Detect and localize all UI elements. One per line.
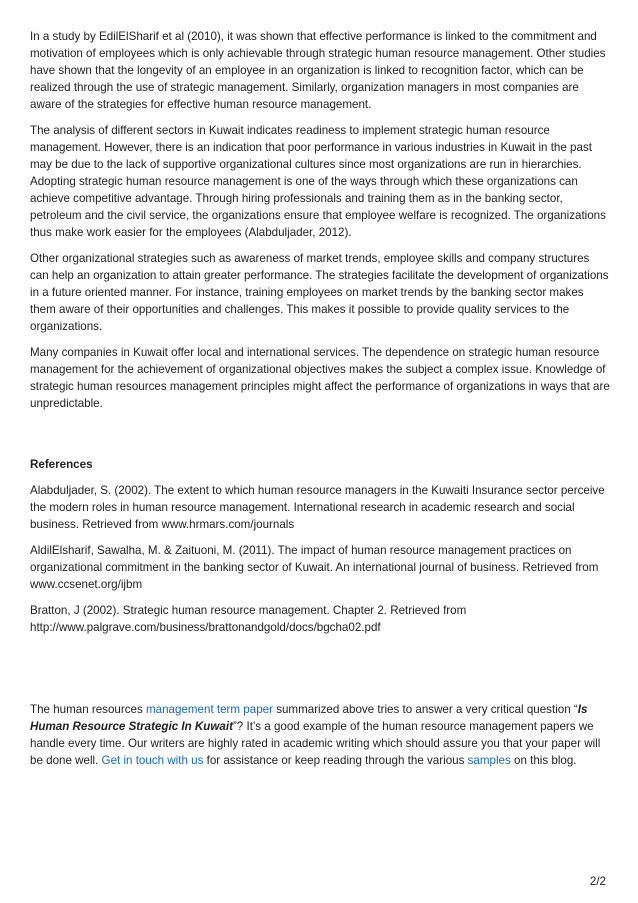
document-body <box>30 28 610 778</box>
references-heading: References <box>30 458 93 471</box>
closing-text: on this blog. <box>510 754 577 767</box>
management-term-paper-link[interactable]: management term paper <box>146 703 273 716</box>
reference-item: Alabduljader, S. (2002). The extent to which human resource managers in the Kuwaiti Insurance sector perceive the modern roles in human resource management. International research in academic research and social business. Retrieved from www.hrmars.com/journals <box>30 484 605 531</box>
reference-item: AldilElsharif, Sawalha, M. & Zaituoni, M. (2011). The impact of human resource management practices on organizational commitment in the banking sector of Kuwait. An international journal of business. Retrieved from www.ccsenet.org/ijbm <box>30 544 599 591</box>
closing-paragraph <box>30 701 610 769</box>
closing-text: for assistance or keep reading through the various <box>203 754 468 767</box>
closing-text: ”? It’s a good example of the human resource management papers we handle every time. Our writers are highly rated in academic writing which should assure you that your paper will be done well. <box>30 720 601 767</box>
paragraph: Many companies in Kuwait offer local and international services. The dependence on strategic human resource management for the achievement of organizational objectives makes the subject a complex issue. Knowledge of strategic human resources management principles might affect the performance of organizations in ways that are unpredictable. <box>30 346 610 410</box>
reference-item: Bratton, J (2002). Strategic human resource management. Chapter 2. Retrieved from http://www.palgrave.com/business/brattonandgold/docs/bgcha02.pdf <box>30 604 467 634</box>
samples-link[interactable]: samples <box>467 754 511 767</box>
page-number: 2/2 <box>589 875 606 888</box>
closing-text: The human resources <box>30 703 146 716</box>
closing-text: summarized above tries to answer a very critical question “ <box>272 703 578 716</box>
question-title: Is Human Resource Strategic In Kuwait <box>30 703 588 733</box>
paragraph: The analysis of different sectors in Kuwait indicates readiness to implement strategic human resource management. However, there is an indication that poor performance in various industries in Kuwait in the past may be due to the lack of supportive organizational cultures since most organizations are run in hierarchies. Adopting strategic human resource management is one of the ways through which these organizations can achieve competitive advantage. Through hiring professionals and training them as in the banking sector, petroleum and the civil service, the organizations ensure that employee welfare is recognized. The organizations thus make work easier for the employees (Alabduljader, 2012). <box>30 124 606 239</box>
get-in-touch-link[interactable]: Get in touch with us <box>101 754 204 767</box>
paragraph: In a study by EdilElSharif et al (2010), it was shown that effective performance is linked to the commitment and motivation of employees which is only achievable through strategic human resource management. Other studies have shown that the longevity of an employee in an organization is linked to recognition factor, which can be realized through the use of strategic management. Similarly, organization managers in most companies are aware of the strategies for effective human resource management. <box>30 30 606 111</box>
paragraph: Other organizational strategies such as awareness of market trends, employee skills and company structures can help an organization to attain greater performance. The strategies facilitate the development of organizations in a future oriented manner. For instance, training employees on market trends by the banking sector makes them aware of their opportunities and challenges. This makes it possible to provide quality services to the organizations. <box>30 252 609 333</box>
